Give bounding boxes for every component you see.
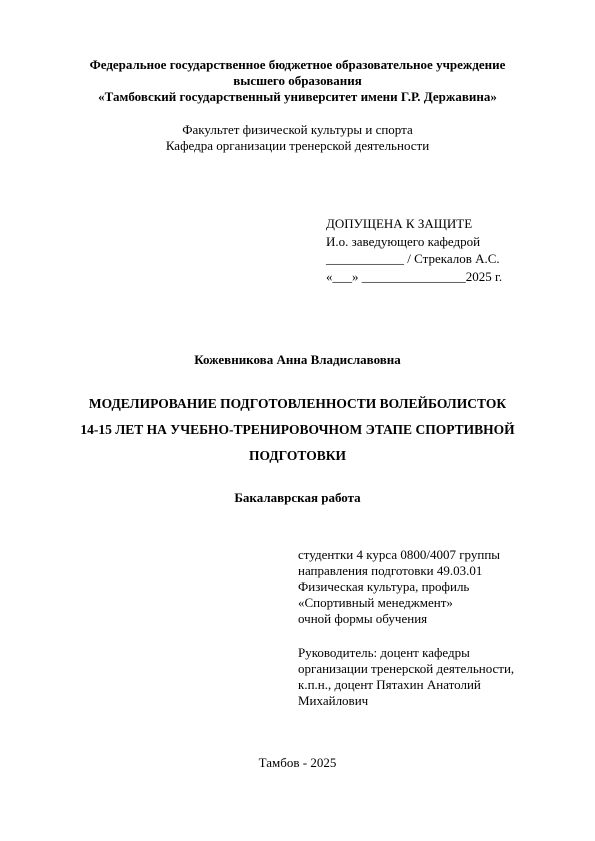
place-year-text: Тамбов - 2025 (258, 755, 337, 770)
header-line-2: высшего образования (233, 73, 362, 88)
approval-date: «___» ________________2025 г. (326, 268, 503, 284)
student-line-2: направления подготовки 49.03.01 (298, 563, 483, 578)
header-line-3: «Тамбовский государственный университет имени Г.Р. Державина» (98, 89, 497, 104)
student-line-1: студентки 4 курса 0800/4007 группы (298, 547, 501, 562)
supervisor-line-2: организации тренерской деятельности, (298, 661, 515, 676)
supervisor-line-1: Руководитель: доцент кафедры (298, 645, 470, 660)
supervisor-info (298, 645, 514, 709)
supervisor-line-4: Михайлович (298, 693, 369, 708)
supervisor-line-3: к.п.н., доцент Пятахин Анатолий (298, 677, 481, 692)
work-type (0, 490, 595, 506)
university-header (0, 57, 595, 105)
faculty-block (0, 122, 595, 154)
approval-block (326, 215, 502, 285)
approval-position: И.о. заведующего кафедрой (326, 233, 481, 249)
student-info (298, 547, 500, 627)
title-line-3: ПОДГОТОВКИ (249, 448, 346, 463)
header-line-1: Федеральное государственное бюджетное образовательное учреждение (89, 57, 506, 72)
department-name: Кафедра организации тренерской деятельности (165, 138, 430, 153)
place-year (0, 755, 595, 771)
title-line-2: 14-15 ЛЕТ НА УЧЕБНО-ТРЕНИРОВОЧНОМ ЭТАПЕ СПОРТИВНОЙ (80, 422, 515, 437)
author-name-text: Кожевникова Анна Владиславовна (194, 352, 401, 367)
title-line-1: МОДЕЛИРОВАНИЕ ПОДГОТОВЛЕННОСТИ ВОЛЕЙБОЛИСТОК (88, 396, 507, 411)
author-name (0, 352, 595, 368)
faculty-name: Факультет физической культуры и спорта (182, 122, 413, 137)
thesis-title (0, 391, 595, 469)
student-line-3: Физическая культура, профиль (298, 579, 470, 594)
student-line-5: очной формы обучения (298, 611, 428, 626)
student-line-4: «Спортивный менеджмент» (298, 595, 453, 610)
approval-heading: ДОПУЩЕНА К ЗАЩИТЕ (326, 216, 473, 231)
work-type-text: Бакалаврская работа (234, 490, 361, 505)
approval-signature: ____________ / Стрекалов А.С. (326, 251, 500, 266)
